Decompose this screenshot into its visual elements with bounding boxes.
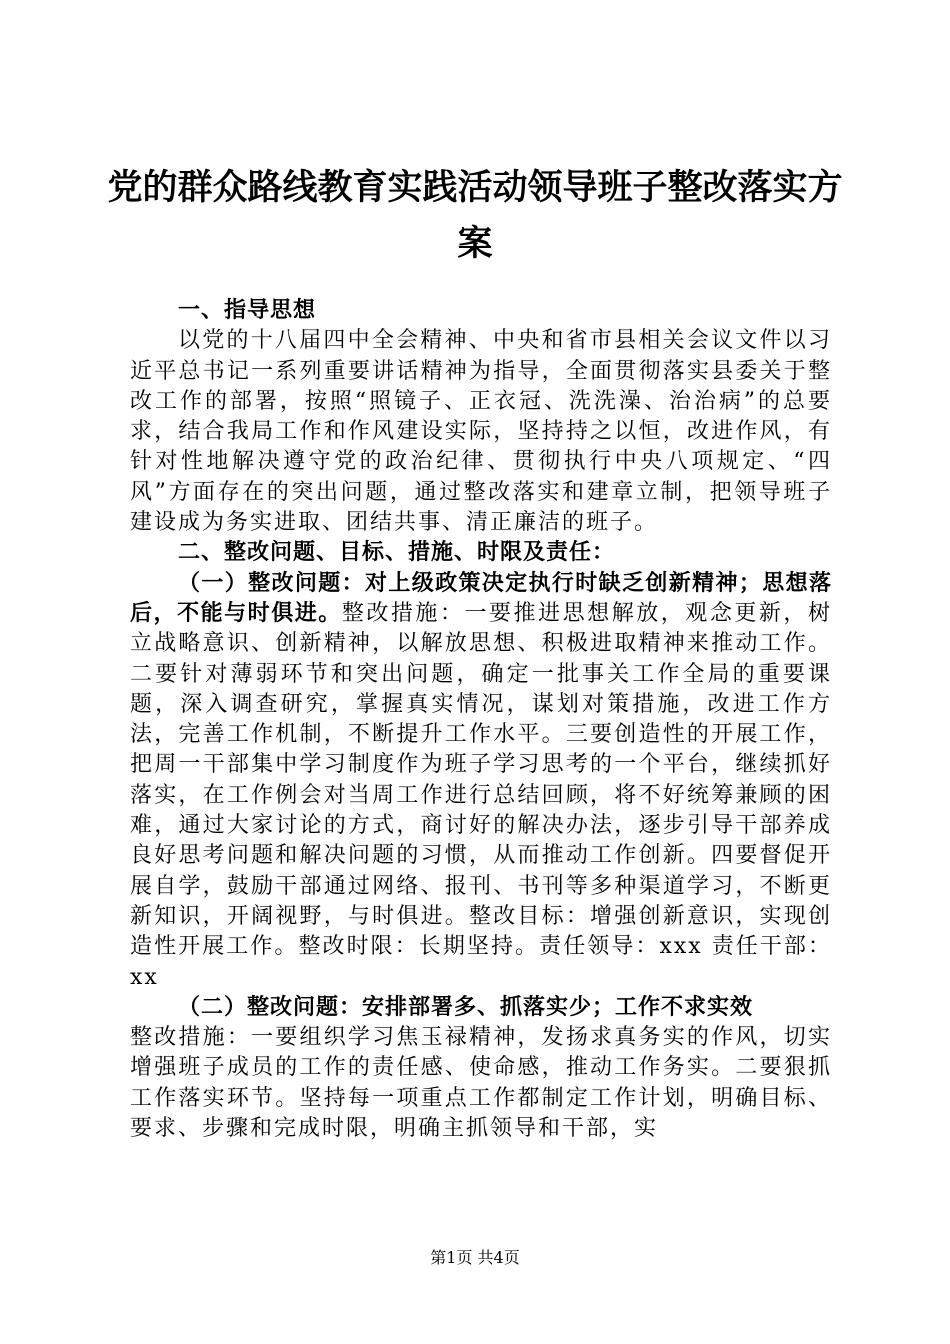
- section-heading-guiding-thought: 一、指导思想: [178, 298, 317, 323]
- item-1-measures: 整改措施：一要推进思想解放，观念更新，树立战略意识、创新精神，以解放思想、积极进取精神来推动工作。二要针对薄弱环节和突出问题，确定一批事关工作全局的重要课题，深入调查研究，掌握真实情况，谋划对策措施，改进工作方法，完善工作机制，不断提升工作水平。三要创造性的开展工作，把周一干部集中学习制度作为班子学习思考的一个平台，继续抓好落实，在工作例会对当周工作进行总结回顾，将不好统筹兼顾的困难，通过大家讨论的方式，商讨好的解决办法，逐步引导干部养成良好思考问题和解决问题的习惯，从而推动工作创新。四要督促开展自学，鼓励干部通过网络、报刊、书刊等多种渠道学习，不断更新知识，开阔视野，与时俱进。整改目标：增强创新意识，实现创造性开展工作。整改时限：长期坚持。责任领导：xxx 责任干部：xx: [130, 600, 832, 990]
- page-footer: 第1页 共4页: [430, 1248, 520, 1267]
- paragraph-guiding-thought: 以党的十八届四中全会精神、中央和省市县相关会议文件以习近平总书记一系列重要讲话精神为指导，全面贯彻落实县委关于整改工作的部署，按照“照镜子、正衣冠、洗洗澡、治治病”的总要求，结合我局工作和作风建设实际，坚持持之以恒，改进作风，有针对性地解决遵守党的政治纪律、贯彻执行中央八项规定、“四风”方面存在的突出问题，通过整改落实和建章立制，把领导班子建设成为务实进取、团结共事、清正廉洁的班子。: [130, 328, 832, 536]
- item-2-measures: 整改措施：一要组织学习焦玉禄精神，发扬求真务实的作风，切实增强班子成员的工作的责任感、使命感，推动工作务实。二要狠抓工作落实环节。坚持每一项重点工作都制定工作计划，明确目标、要求、步骤和完成时限，明确主抓领导和干部，实: [130, 1025, 832, 1142]
- section-heading-rectification: 二、整改问题、目标、措施、时限及责任：: [178, 540, 616, 566]
- item-1-problem: （一）整改问题：对上级政策决定执行时缺乏创新精神；思想落后，不能与时俱进。: [130, 570, 832, 626]
- document-title: 党的群众路线教育实践活动领导班子整改落实方案: [107, 168, 843, 264]
- item-2-problem: （二）整改问题：安排部署多、抓落实少；工作不求实效: [178, 994, 754, 1020]
- paragraph-item-1: [130, 569, 832, 993]
- document-body: [130, 296, 832, 1144]
